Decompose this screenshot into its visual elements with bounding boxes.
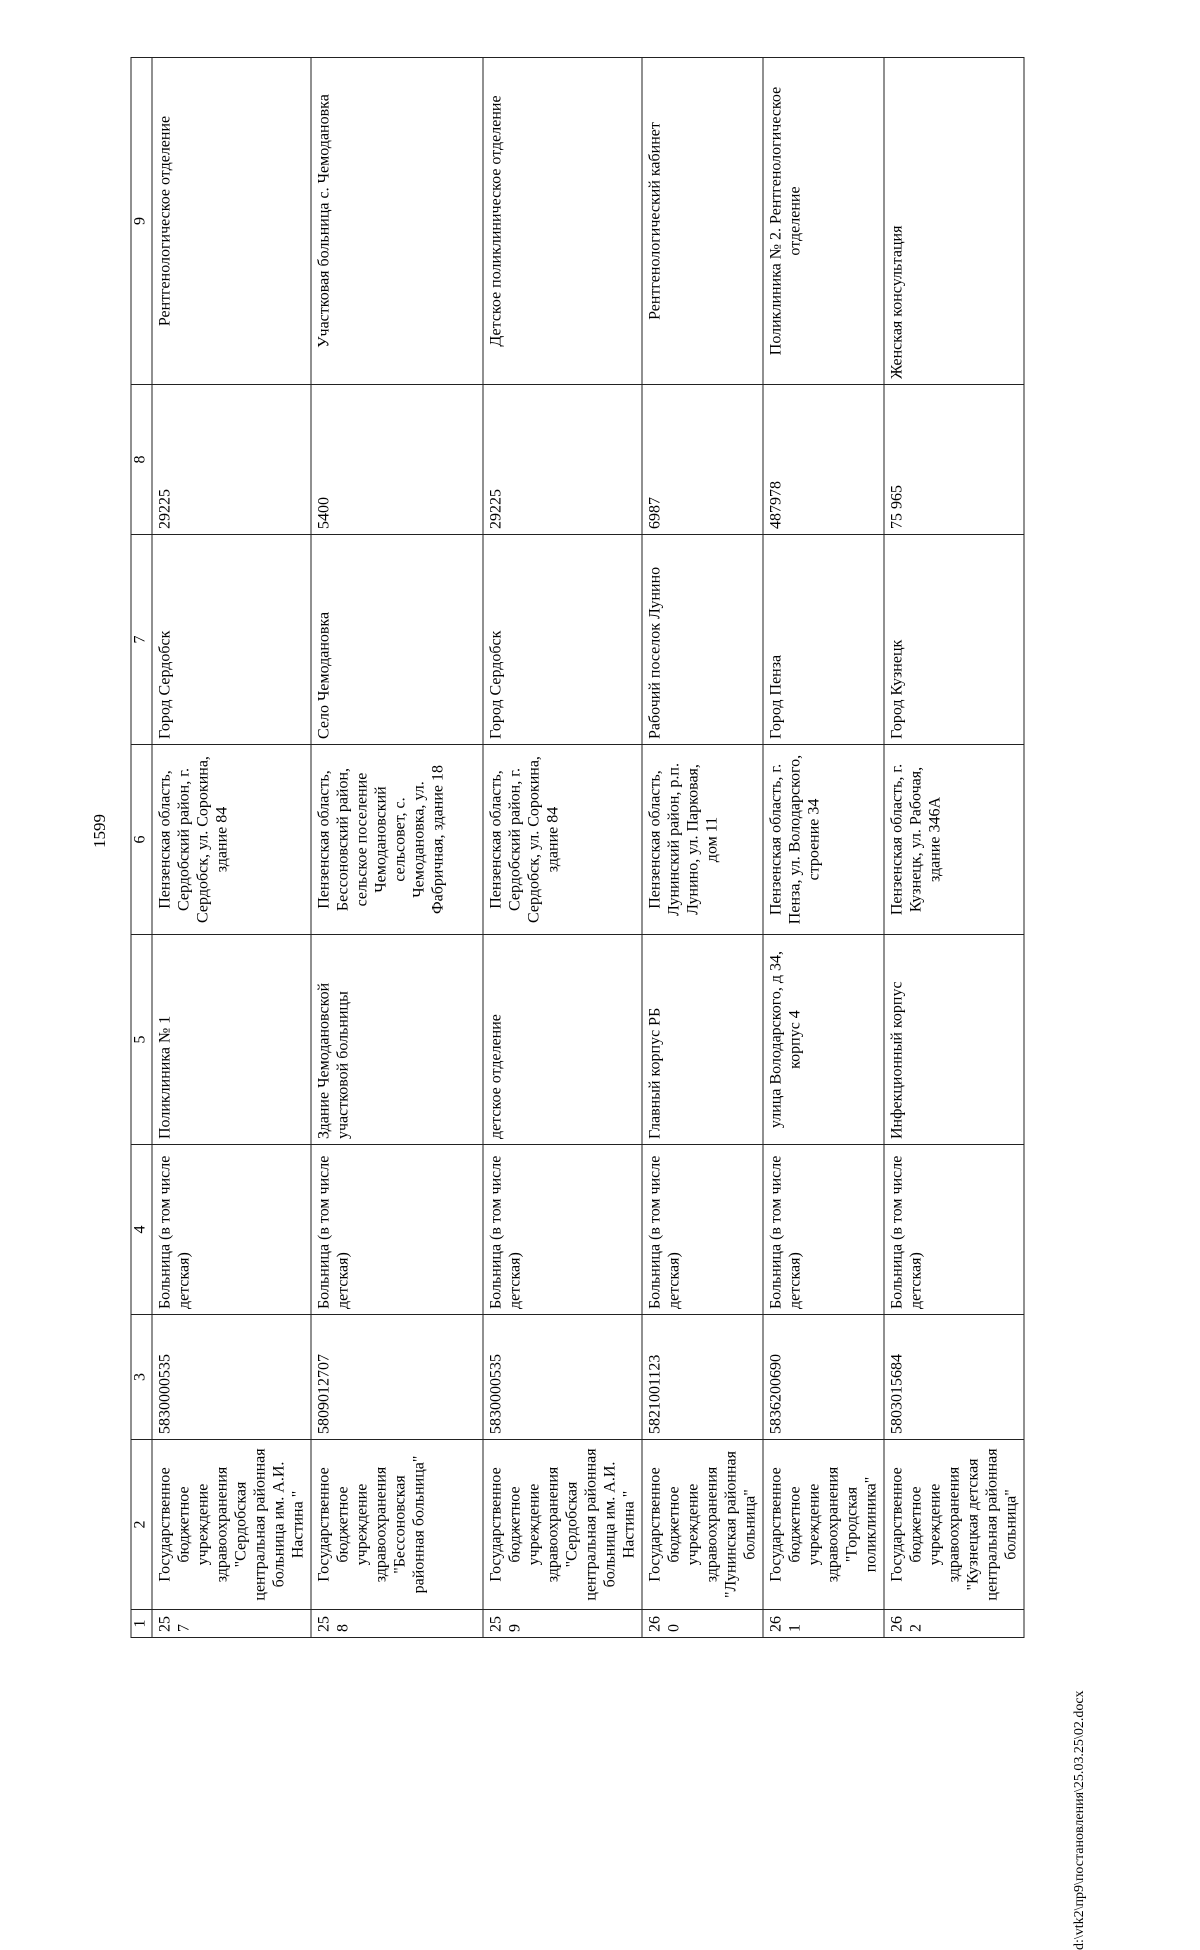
header-cell: 9 — [131, 58, 152, 385]
header-cell: 3 — [131, 1315, 152, 1440]
address-cell: Пензенская область, Сердобский район, г. Сердобск, ул. Сорокина, здание 84 — [152, 745, 311, 935]
organization-name-cell: Государственное бюджетное учреждение здравоохранения "Городская поликлиника" — [763, 1440, 884, 1610]
organization-name-cell: Государственное бюджетное учреждение здравоохранения "Кузнецкая детская центральная районная больница" — [884, 1440, 1024, 1610]
department-cell: Детское поликлиническое отделение — [483, 58, 642, 385]
building-cell: Здание Чемодановской участковой больницы — [311, 935, 483, 1145]
facility-type-cell: Больница (в том числе детская) — [763, 1145, 884, 1315]
row-number-cell: 258 — [311, 1610, 483, 1638]
table-row — [884, 58, 1024, 1638]
inn-cell: 5809012707 — [311, 1315, 483, 1440]
department-cell: Поликлиника № 2. Рентгенологическое отделение — [763, 58, 884, 385]
population-cell: 6987 — [642, 385, 763, 535]
inn-cell: 5830000535 — [483, 1315, 642, 1440]
table-row — [152, 58, 311, 1638]
department-cell: Женская консультация — [884, 58, 1024, 385]
address-cell: Пензенская область, г. Кузнецк, ул. Рабочая, здание 346А — [884, 745, 1024, 935]
facilities-table-container — [131, 58, 1020, 1638]
header-cell: 1 — [131, 1610, 152, 1638]
department-cell: Рентгенологическое отделение — [152, 58, 311, 385]
row-number-cell: 262 — [884, 1610, 1024, 1638]
building-cell: детское отделение — [483, 935, 642, 1145]
building-cell: Главный корпус РБ — [642, 935, 763, 1145]
header-cell: 7 — [131, 535, 152, 745]
page-number: 1599 — [90, 814, 109, 848]
facilities-table — [131, 57, 1025, 1638]
department-cell: Участковая больница с. Чемодановка — [311, 58, 483, 385]
inn-cell: 5803015684 — [884, 1315, 1024, 1440]
document-file-path: d:\vtk2\пр9\постановления\25.03.25\02.docx — [1072, 1690, 1087, 1950]
settlement-cell: Рабочий поселок Лунино — [642, 535, 763, 745]
building-cell: Поликлиника № 1 — [152, 935, 311, 1145]
address-cell: Пензенская область, Сердобский район, г. Сердобск, ул. Сорокина, здание 84 — [483, 745, 642, 935]
header-cell: 8 — [131, 385, 152, 535]
population-cell: 29225 — [483, 385, 642, 535]
table-row — [642, 58, 763, 1638]
table-header-row — [131, 58, 152, 1638]
facility-type-cell: Больница (в том числе детская) — [483, 1145, 642, 1315]
population-cell: 487978 — [763, 385, 884, 535]
facility-type-cell: Больница (в том числе детская) — [642, 1145, 763, 1315]
facility-type-cell: Больница (в том числе детская) — [152, 1145, 311, 1315]
row-number-cell: 261 — [763, 1610, 884, 1638]
address-cell: Пензенская область, Бессоновский район, сельское поселение Чемодановский сельсовет, с. Чемодановка, ул. Фабричная, здание 18 — [311, 745, 483, 935]
building-cell: улица Володарского, д 34, корпус 4 — [763, 935, 884, 1145]
header-cell: 5 — [131, 935, 152, 1145]
department-cell: Рентгенологический кабинет — [642, 58, 763, 385]
inn-cell: 5821001123 — [642, 1315, 763, 1440]
row-number-cell: 260 — [642, 1610, 763, 1638]
population-cell: 5400 — [311, 385, 483, 535]
building-cell: Инфекционный корпус — [884, 935, 1024, 1145]
inn-cell: 5830000535 — [152, 1315, 311, 1440]
row-number-cell: 257 — [152, 1610, 311, 1638]
row-number-cell: 259 — [483, 1610, 642, 1638]
address-cell: Пензенская область, г. Пенза, ул. Володарского, строение 34 — [763, 745, 884, 935]
header-cell: 2 — [131, 1440, 152, 1610]
settlement-cell: Село Чемодановка — [311, 535, 483, 745]
organization-name-cell: Государственное бюджетное учреждение здравоохранения "Лунинская районная больница" — [642, 1440, 763, 1610]
settlement-cell: Город Сердобск — [152, 535, 311, 745]
organization-name-cell: Государственное бюджетное учреждение здравоохранения "Сердобская центральная районная больница им. А.И. Настина " — [152, 1440, 311, 1610]
population-cell: 75 965 — [884, 385, 1024, 535]
inn-cell: 5836200690 — [763, 1315, 884, 1440]
settlement-cell: Город Кузнецк — [884, 535, 1024, 745]
facility-type-cell: Больница (в том числе детская) — [884, 1145, 1024, 1315]
address-cell: Пензенская область, Лунинский район, р.п. Лунино, ул. Парковая, дом 11 — [642, 745, 763, 935]
organization-name-cell: Государственное бюджетное учреждение здравоохранения "Бессоновская районная больница" — [311, 1440, 483, 1610]
header-cell: 6 — [131, 745, 152, 935]
table-row — [311, 58, 483, 1638]
settlement-cell: Город Пенза — [763, 535, 884, 745]
organization-name-cell: Государственное бюджетное учреждение здравоохранения "Сердобская центральная районная больница им. А.И. Настина " — [483, 1440, 642, 1610]
header-cell: 4 — [131, 1145, 152, 1315]
settlement-cell: Город Сердобск — [483, 535, 642, 745]
table-row — [483, 58, 642, 1638]
population-cell: 29225 — [152, 385, 311, 535]
facility-type-cell: Больница (в том числе детская) — [311, 1145, 483, 1315]
table-row — [763, 58, 884, 1638]
